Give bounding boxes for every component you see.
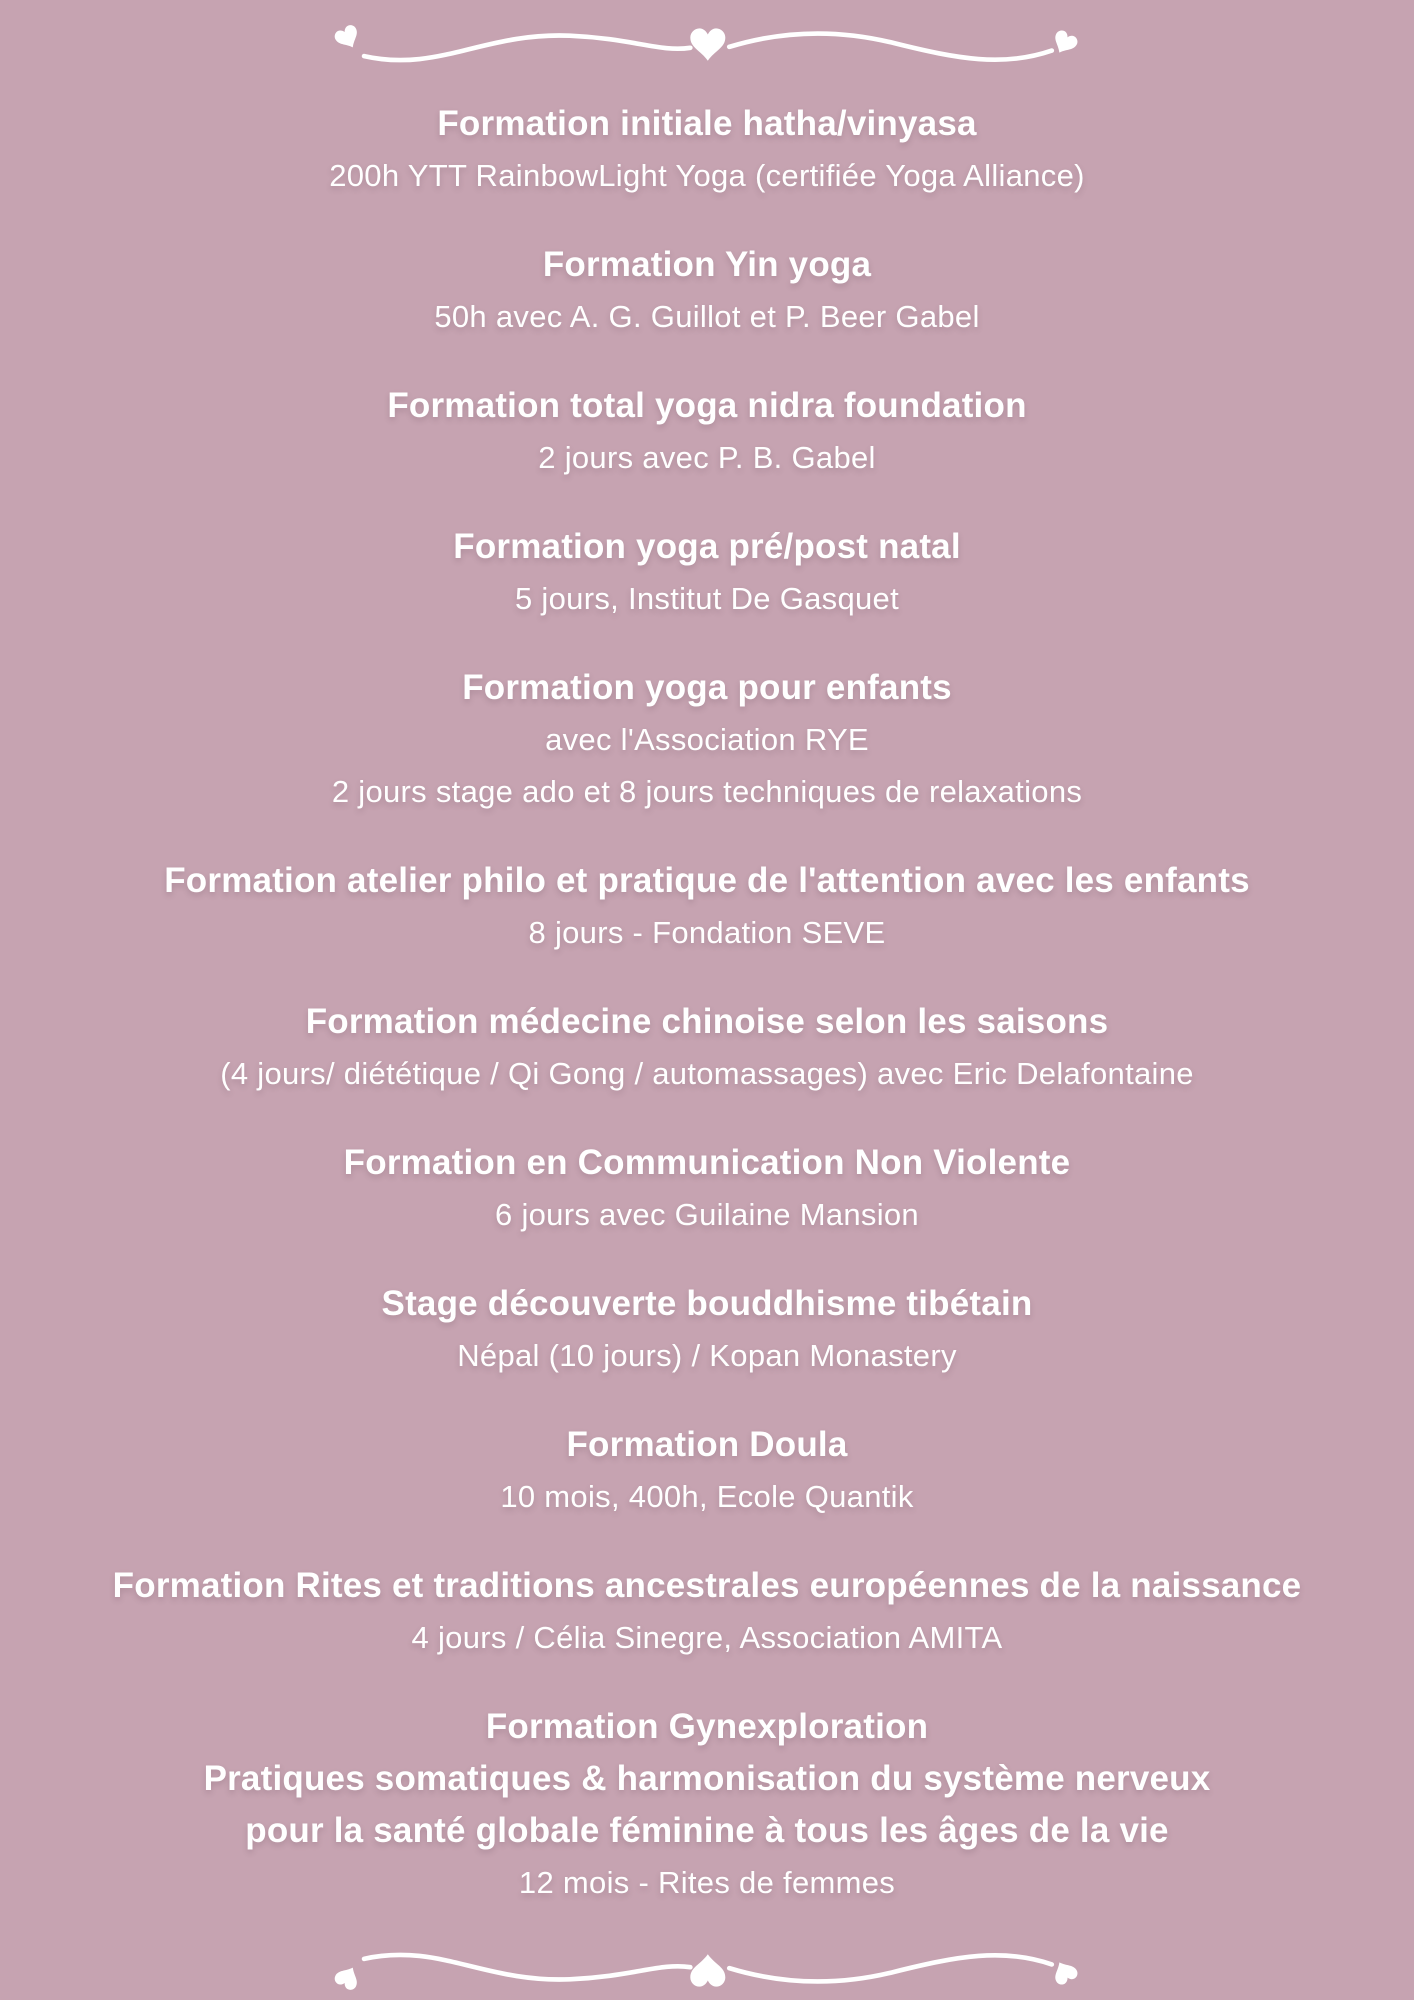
formation-detail: 2 jours avec P. B. Gabel bbox=[538, 440, 876, 475]
formation-detail: 50h avec A. G. Guillot et P. Beer Gabel bbox=[434, 299, 980, 334]
formation-subtitle: Pratiques somatiques & harmonisation du système nerveux bbox=[203, 1759, 1211, 1798]
formation-block bbox=[40, 380, 1374, 484]
formation-block bbox=[40, 1560, 1374, 1664]
formation-detail: Népal (10 jours) / Kopan Monastery bbox=[457, 1338, 957, 1373]
formation-detail: 6 jours avec Guilaine Mansion bbox=[495, 1197, 919, 1232]
formation-detail: 8 jours - Fondation SEVE bbox=[528, 915, 886, 950]
formation-title: Formation yoga pré/post natal bbox=[453, 527, 961, 566]
formation-title: Formation atelier philo et pratique de l'attention avec les enfants bbox=[164, 861, 1250, 900]
formation-title: Formation Yin yoga bbox=[542, 245, 872, 284]
formation-detail: 4 jours / Célia Sinegre, Association AMITA bbox=[411, 1620, 1003, 1655]
formation-detail: (4 jours/ diététique / Qi Gong / automassages) avec Eric Delafontaine bbox=[220, 1056, 1194, 1091]
formation-detail: 12 mois - Rites de femmes bbox=[518, 1865, 896, 1900]
formation-detail: 10 mois, 400h, Ecole Quantik bbox=[500, 1479, 914, 1514]
formation-block bbox=[40, 521, 1374, 625]
formation-block bbox=[40, 996, 1374, 1100]
formation-title: Formation en Communication Non Violente bbox=[343, 1143, 1071, 1182]
formation-title: Formation yoga pour enfants bbox=[462, 668, 952, 707]
formation-subtitle: pour la santé globale féminine à tous les âges de la vie bbox=[245, 1811, 1169, 1850]
formation-title: Formation médecine chinoise selon les saisons bbox=[305, 1002, 1109, 1041]
formation-detail: 200h YTT RainbowLight Yoga (certifiée Yoga Alliance) bbox=[329, 158, 1085, 193]
formation-detail: avec l'Association RYE bbox=[545, 722, 869, 757]
formation-block bbox=[40, 662, 1374, 818]
formation-title: Formation Doula bbox=[566, 1425, 848, 1464]
formation-title: Stage découverte bouddhisme tibétain bbox=[381, 1284, 1033, 1323]
formation-block bbox=[40, 1137, 1374, 1241]
hearts-swirl-divider-flipped-icon bbox=[327, 1943, 1087, 1997]
formation-title: Formation Rites et traditions ancestrales européennes de la naissance bbox=[112, 1566, 1302, 1605]
formation-title: Formation total yoga nidra foundation bbox=[387, 386, 1027, 425]
formation-block bbox=[40, 855, 1374, 959]
formation-block bbox=[40, 239, 1374, 343]
formation-detail: 2 jours stage ado et 8 jours techniques de relaxations bbox=[331, 774, 1083, 809]
formation-block bbox=[40, 1419, 1374, 1523]
formation-title: Formation Gynexploration bbox=[485, 1707, 929, 1746]
hearts-swirl-divider-icon bbox=[327, 18, 1087, 72]
formations-list bbox=[40, 98, 1374, 1909]
formation-detail: 5 jours, Institut De Gasquet bbox=[514, 581, 900, 616]
formation-block bbox=[40, 1278, 1374, 1382]
formation-block bbox=[40, 98, 1374, 202]
formation-title: Formation initiale hatha/vinyasa bbox=[437, 104, 977, 143]
formation-block bbox=[40, 1701, 1374, 1909]
